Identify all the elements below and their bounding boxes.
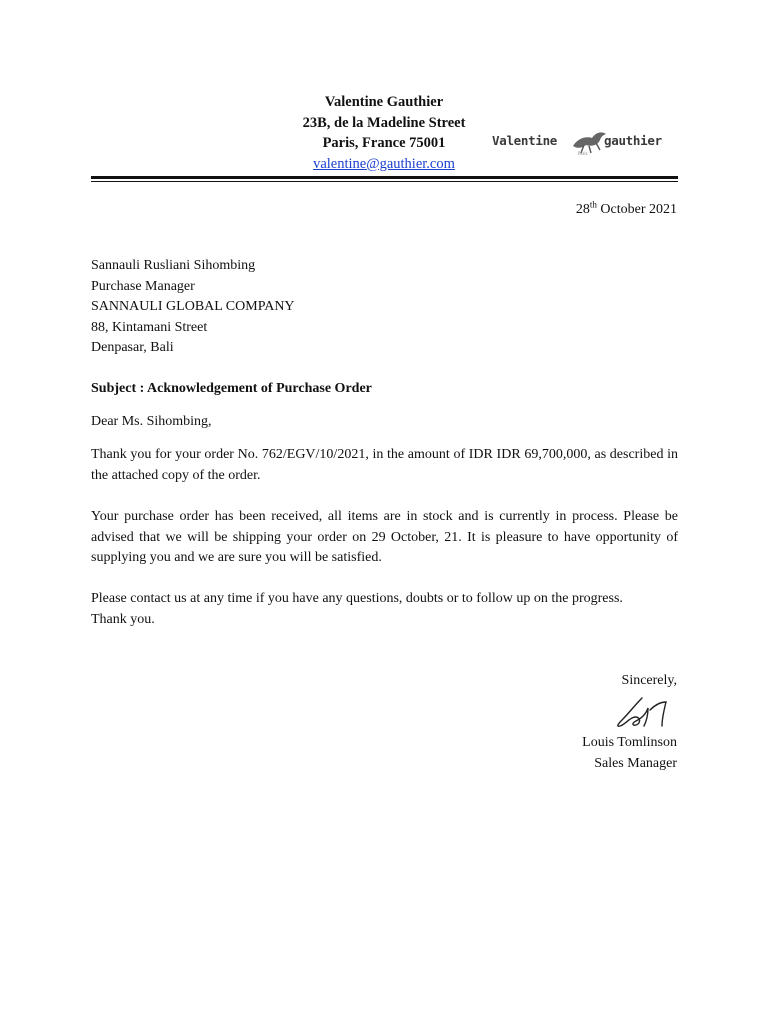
body-paragraph-1: Thank you for your order No. 762/EGV/10/2021, in the amount of IDR IDR 69,700,000, as described in the attached copy of the order. bbox=[91, 447, 678, 483]
logo-text-left: Valentine bbox=[492, 133, 558, 148]
sender-city: Paris, France 75001 bbox=[322, 135, 446, 151]
recipient-company: SANNAULI GLOBAL COMPANY bbox=[91, 299, 295, 315]
sender-email-link[interactable]: valentine@gauthier.com bbox=[313, 155, 455, 172]
header-divider-thin bbox=[91, 181, 678, 182]
recipient-street: 88, Kintamani Street bbox=[91, 319, 208, 335]
body-paragraph-3-line-1: Please contact us at any time if you have any questions, doubts or to follow up on the progress. bbox=[91, 591, 623, 606]
recipient-name: Sannauli Rusliani Sihombing bbox=[91, 258, 256, 273]
logo-text-right: gauthier bbox=[604, 133, 662, 148]
letter-date: 28th October 2021 bbox=[575, 199, 677, 217]
recipient-title: Purchase Manager bbox=[91, 278, 195, 294]
svg-text:Paris: Paris bbox=[578, 151, 588, 156]
valediction: Sincerely, bbox=[621, 673, 677, 688]
signatory-name: Louis Tomlinson bbox=[582, 735, 677, 750]
recipient-city: Denpasar, Bali bbox=[91, 340, 174, 356]
body-paragraph-3 bbox=[91, 589, 691, 630]
sender-street: 23B, de la Madeline Street bbox=[302, 114, 466, 131]
salutation: Dear Ms. Sihombing, bbox=[91, 414, 212, 429]
sender-name: Valentine Gauthier bbox=[324, 94, 444, 110]
handwritten-signature bbox=[614, 694, 674, 730]
sender-address-block bbox=[254, 92, 514, 174]
signatory-block bbox=[582, 733, 677, 774]
body-paragraph-3-line-2: Thank you. bbox=[91, 611, 155, 627]
header-divider-thick bbox=[91, 176, 678, 179]
recipient-address-block bbox=[91, 256, 295, 359]
signatory-title: Sales Manager bbox=[594, 755, 677, 771]
body-paragraph-2: Your purchase order has been received, all items are in stock and is currently in process. Please be advised that we will be shipping your order on 29 October, 21. It is pleasure to have opportunity of supplying you and we are sure you will be satisfied. bbox=[91, 509, 678, 566]
company-logo bbox=[492, 130, 682, 160]
letter-subject: Subject : Acknowledgement of Purchase Order bbox=[91, 381, 372, 396]
letterhead bbox=[0, 92, 768, 182]
